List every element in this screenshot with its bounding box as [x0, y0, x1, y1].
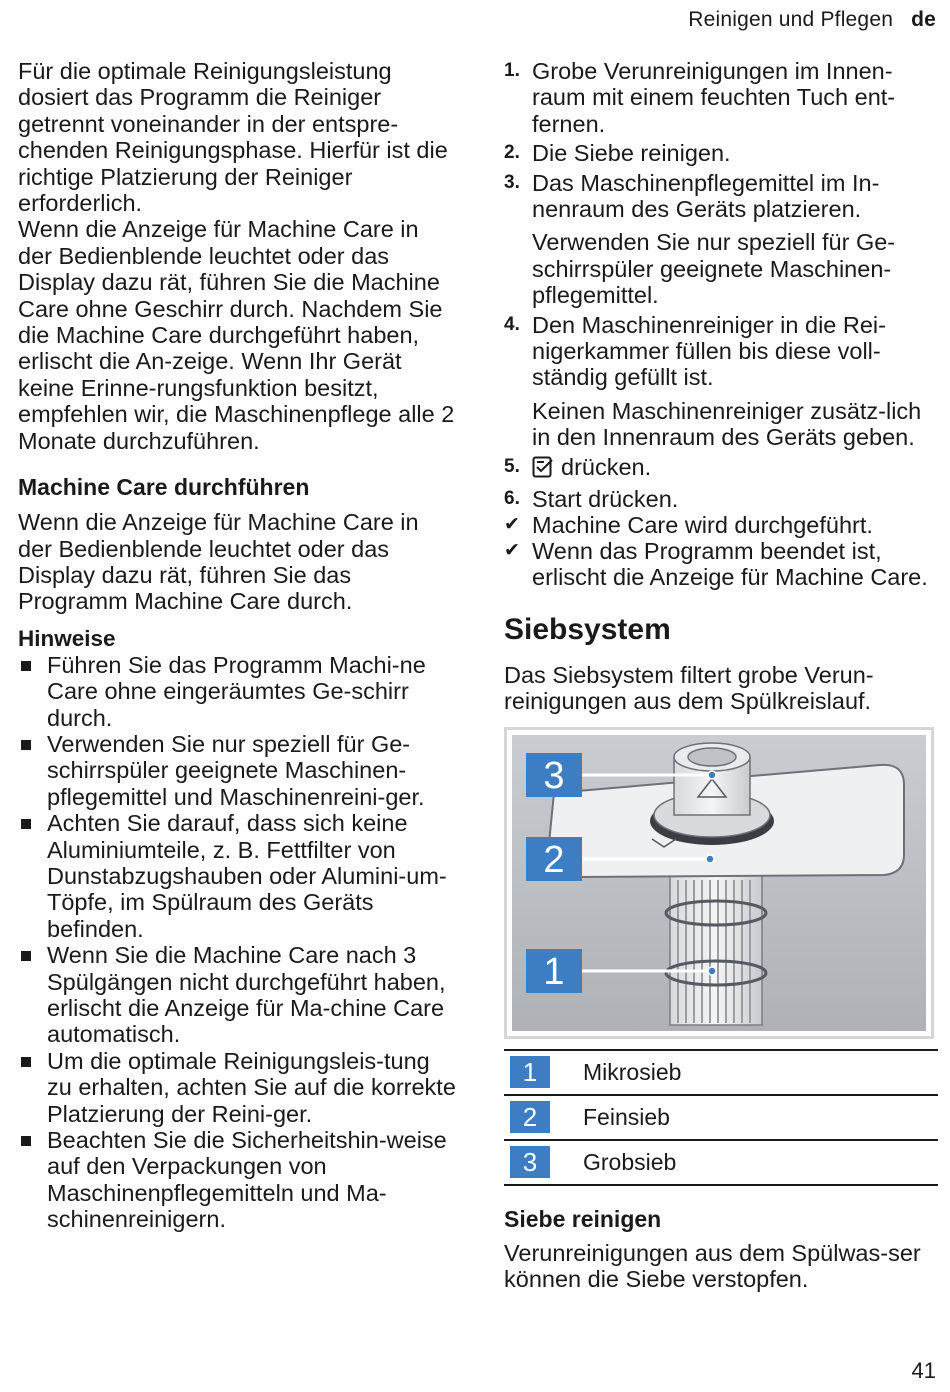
- callout-label-3: 3: [543, 754, 565, 797]
- microfilter: [666, 875, 766, 1025]
- callout-dot: [708, 967, 716, 975]
- step-number: 4.: [504, 313, 520, 335]
- page-number: 41: [911, 1358, 936, 1383]
- hints-title: Hinweise: [18, 625, 116, 651]
- step-number: 6.: [504, 488, 520, 510]
- step-item: [504, 486, 936, 512]
- result-text: Wenn das Programm beendet ist, erlischt die Anzeige für Machine Care.: [532, 537, 928, 591]
- legend-label: Grobsieb: [583, 1148, 677, 1175]
- intro-paragraph: Für die optimale Reinigungsleistung dosiert das Programm die Reiniger getrennt voneinander in der entspre-chenden Reinigungsphase. Hierfür ist die richtige Platzierung der Reiniger erforderlich.: [18, 58, 448, 217]
- result-item: [504, 512, 936, 538]
- step-text: Grobe Verunreinigungen im Innen-raum mit einem feuchten Tuch ent-fernen.: [532, 58, 896, 137]
- step-text: drücken.: [588, 486, 679, 513]
- start-label: Start: [532, 486, 582, 513]
- callout-dot: [706, 855, 714, 863]
- machine-care-heading: Machine Care durchführen: [18, 474, 310, 501]
- checkmark-icon: ✔: [504, 513, 520, 535]
- filter-illustration: [512, 735, 926, 1031]
- list-item: Beachten Sie die Sicherheitshin-weise auf den Verpackungen von Maschinenpflegemitteln und Ma-schinenreinigern.: [18, 1127, 458, 1233]
- results-list: [504, 512, 936, 591]
- header-section: Reinigen und Pflegen: [688, 8, 894, 31]
- list-item: Wenn Sie die Machine Care nach 3 Spülgängen nicht durchgeführt haben, erlischt die Anzeige für Ma-chine Care automatisch.: [18, 942, 458, 1048]
- step-text: Den Maschinenreiniger in die Rei-nigerkammer füllen bis diese voll-ständig gefüllt ist.: [532, 311, 886, 391]
- result-text: Machine Care wird durchgeführt.: [532, 511, 873, 538]
- list-item: Verwenden Sie nur speziell für Ge-schirrspüler geeignete Maschinen-pflegemittel und Maschinenreini-ger.: [18, 731, 458, 810]
- machine-care-button-icon: [532, 456, 554, 483]
- step-number: 1.: [504, 60, 520, 81]
- step-text: Das Maschinenpflegemittel im In-nenraum des Geräts platzieren.: [532, 169, 880, 223]
- right-column: [504, 58, 936, 1292]
- legend-number: 2: [510, 1101, 550, 1133]
- siebsystem-intro: Das Siebsystem filtert grobe Verun-reinigungen aus dem Spülkreislauf.: [504, 661, 874, 715]
- machine-care-paragraph: Wenn die Anzeige für Machine Care in der Bedienblende leuchtet oder das Display dazu rät, führen Sie die Machine Care ohne Geschirr durch. Nachdem Sie die Machine Care durchgeführt haben, erlischt die An-zeige. Wenn Ihr Gerät keine Erinne-rungsfunktion besitzt, empfehlen wir, die Maschinenpflege alle 2 Monate durchzuführen.: [18, 216, 455, 454]
- clean-filters-text: Verunreinigungen aus dem Spülwas-ser können die Siebe verstopfen.: [504, 1239, 921, 1292]
- step-note: Verwenden Sie nur speziell für Ge-schirrspüler geeignete Maschinen-pflegemittel.: [532, 229, 896, 309]
- legend-number: 1: [510, 1056, 550, 1088]
- figure-legend: [504, 1049, 938, 1186]
- list-item: Um die optimale Reinigungsleis-tung zu erhalten, achten Sie auf die korrekte Platzierung der Reini-ger.: [18, 1048, 458, 1127]
- step-item: [504, 58, 936, 137]
- legend-row: [504, 1096, 938, 1141]
- callout-dot: [708, 771, 716, 779]
- steps-list: [504, 58, 936, 513]
- clean-filters-heading: Siebe reinigen: [504, 1205, 662, 1232]
- filter-figure: [504, 727, 934, 1039]
- step-text: Die Siebe reinigen.: [532, 140, 731, 167]
- step-number: 2.: [504, 142, 520, 164]
- legend-number: 3: [510, 1146, 550, 1178]
- page-header: [688, 8, 936, 32]
- list-item: Achten Sie darauf, dass sich keine Aluminiumteile, z. B. Fettfilter von Dunstabzugshauben oder Alumini-um-Töpfe, im Spülraum des Geräts befinden.: [18, 810, 458, 942]
- hints-list: [18, 652, 458, 1233]
- legend-label: Feinsieb: [583, 1103, 670, 1130]
- legend-row: [504, 1051, 938, 1096]
- step-number: 5.: [504, 455, 520, 477]
- checkmark-icon: ✔: [504, 539, 520, 561]
- machine-care-text: Wenn die Anzeige für Machine Care in der Bedienblende leuchtet oder das Display dazu rät, führen Sie das Programm Machine Care durch.: [18, 509, 419, 615]
- step-item: [504, 312, 936, 451]
- step-item: [504, 140, 936, 166]
- left-column: [18, 58, 458, 1233]
- header-language: de: [911, 8, 936, 31]
- siebsystem-heading: Siebsystem: [504, 612, 671, 646]
- step-item: [504, 454, 936, 483]
- list-item: Führen Sie das Programm Machi-ne Care ohne eingeräumtes Ge-schirr durch.: [18, 652, 458, 731]
- legend-label: Mikrosieb: [583, 1058, 682, 1085]
- result-item: [504, 538, 936, 591]
- callout-label-2: 2: [543, 838, 565, 881]
- callout-label-1: 1: [543, 950, 565, 993]
- step-item: [504, 170, 936, 309]
- step-number: 3.: [504, 171, 520, 193]
- step-note: Keinen Maschinenreiniger zusätz-lich in den Innenraum des Geräts geben.: [532, 397, 922, 451]
- legend-row: [504, 1141, 938, 1186]
- step-text: drücken.: [561, 453, 652, 480]
